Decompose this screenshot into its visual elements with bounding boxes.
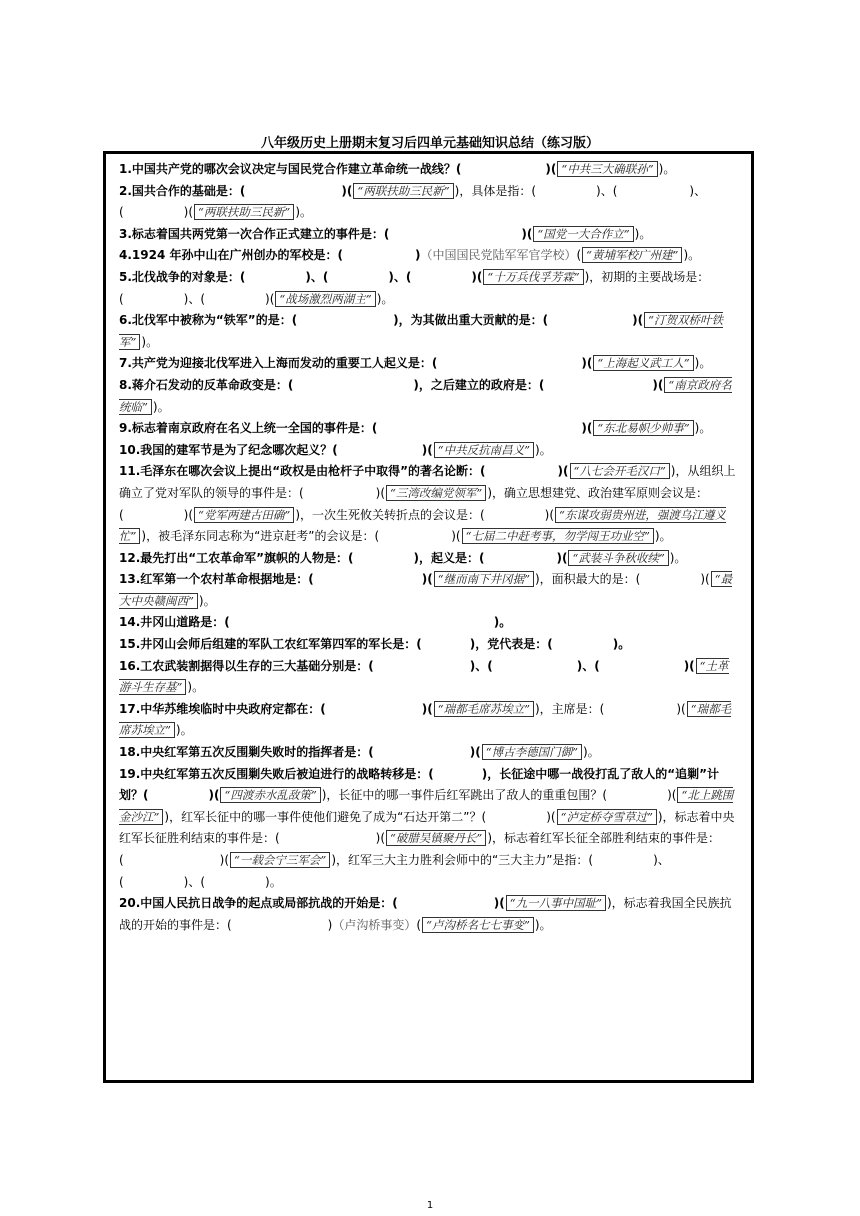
question-12 bbox=[119, 548, 739, 570]
question-text-tail: )。 bbox=[175, 723, 193, 738]
mnemonic-hint: “瑞都毛席苏埃立” bbox=[434, 701, 534, 717]
question-9 bbox=[119, 418, 739, 440]
question-17 bbox=[119, 699, 739, 742]
question-number: 5. bbox=[119, 269, 132, 284]
question-text: 中央红军第五次反围剿失败后被迫进行的战略转移是：( )，长征途中哪一战役打乱了敌人的“追剿”计划？( )( bbox=[119, 766, 720, 803]
question-6 bbox=[119, 310, 739, 353]
question-7 bbox=[119, 353, 739, 375]
mnemonic-hint: “泸定桥夺雪草过” bbox=[557, 809, 657, 825]
question-number: 1. bbox=[119, 162, 132, 176]
question-text-tail: )，主席是：( )( bbox=[535, 701, 686, 716]
question-text-tail: )，具体是指：( )、( )、( )( bbox=[119, 183, 707, 220]
answer-note: （中国国民党陆军军官学校） bbox=[420, 248, 577, 263]
mnemonic-hint: “武装斗争秋收续” bbox=[568, 550, 668, 566]
question-number: 6. bbox=[119, 313, 132, 328]
question-text: 中华苏维埃临时中央政府定都在：( )( bbox=[140, 701, 433, 716]
mnemonic-hint: “两联扶助三民新” bbox=[353, 183, 453, 199]
question-14 bbox=[119, 612, 739, 634]
question-19 bbox=[119, 764, 739, 894]
mnemonic-hint: “战场激烈两湖主” bbox=[275, 291, 375, 307]
answer-note: （卢沟桥事变） bbox=[332, 917, 417, 932]
question-text: 北伐军中被称为“铁军”的是：( )，为其做出重大贡献的是：( )( bbox=[131, 313, 644, 328]
question-number: 3. bbox=[119, 226, 132, 241]
question-number: 11. bbox=[119, 464, 141, 479]
question-text-tail: )。 bbox=[694, 421, 712, 436]
page-number: 1 bbox=[426, 1200, 434, 1211]
question-list bbox=[119, 159, 739, 936]
mnemonic-hint: “十万兵伐孚芳霖” bbox=[483, 269, 583, 285]
question-text: 井冈山道路是：( )。 bbox=[140, 615, 512, 630]
question-text: 毛泽东在哪次会议上提出“政权是由枪杆子中取得”的著名论断：( )( bbox=[140, 464, 569, 479]
question-18 bbox=[119, 742, 739, 764]
question-text-tail: )。 bbox=[376, 291, 394, 306]
mnemonic-hint: “瑞都毛席苏埃立” bbox=[119, 701, 732, 738]
question-4 bbox=[119, 245, 739, 267]
mnemonic-hint: “一载会宁三军会” bbox=[230, 852, 330, 868]
question-text: ( bbox=[416, 917, 422, 932]
question-number: 19. bbox=[119, 766, 141, 781]
question-text: 北伐战争的对象是：( )、( )、( )( bbox=[131, 269, 483, 284]
question-16 bbox=[119, 656, 739, 699]
question-20 bbox=[119, 893, 739, 936]
question-5 bbox=[119, 267, 739, 310]
question-text-tail: )，红军三大主力胜利会师中的“三大主力”是指：( )、( )、( )。 bbox=[119, 853, 670, 889]
question-number: 17. bbox=[119, 701, 141, 716]
mnemonic-hint: “汀贺双桥叶铁军” bbox=[119, 313, 724, 349]
mnemonic-hint: “博古李德国门御” bbox=[482, 744, 582, 760]
question-text-tail: )。 bbox=[534, 917, 552, 932]
mnemonic-hint: “九一八事中国耻” bbox=[506, 895, 606, 911]
question-text-tail: )，初期的主要战场是：( )、( )( bbox=[119, 269, 710, 306]
question-number: 7. bbox=[119, 356, 132, 371]
question-text: 标志着国共两党第一次合作正式建立的事件是：( )( bbox=[131, 226, 533, 241]
mnemonic-hint: “中共三大确联孙” bbox=[557, 161, 657, 177]
question-text: 最先打出“工农革命军”旗帜的人物是：( )，起义是：( )( bbox=[140, 550, 568, 565]
question-text-tail: )。 bbox=[198, 593, 216, 608]
mnemonic-hint: “北上跳围金沙江” bbox=[119, 788, 734, 824]
mnemonic-hint: “东北易帜少帅事” bbox=[593, 420, 693, 436]
question-13 bbox=[119, 569, 739, 612]
question-text-tail: )，从组织上确立了党对军队的领导的事件是：( )( bbox=[119, 464, 736, 500]
question-text-tail: )。 bbox=[535, 442, 552, 457]
mnemonic-hint: “八七会开毛汉口” bbox=[570, 463, 670, 479]
question-number: 4. bbox=[119, 248, 132, 263]
mnemonic-hint: “破腊吴镇聚丹长” bbox=[386, 830, 486, 846]
mnemonic-hint: “国党一大合作立” bbox=[533, 226, 633, 242]
question-text-tail: )。 bbox=[295, 205, 312, 220]
question-text-tail: )，长征中的哪一事件后红军跳出了敌人的重重包围？( )( bbox=[321, 788, 677, 803]
question-number: 8. bbox=[119, 377, 132, 392]
question-text-tail: )。 bbox=[669, 550, 687, 565]
question-number: 13. bbox=[119, 572, 141, 587]
question-text-tail: )。 bbox=[654, 529, 672, 544]
question-text: 蒋介石发动的反革命政变是：( )，之后建立的政府是：( )( bbox=[131, 377, 664, 392]
question-text-tail: )，标志着红军长征全部胜利结束的事件是：( )( bbox=[119, 831, 720, 867]
question-text-tail: )。 bbox=[152, 399, 170, 414]
question-15 bbox=[119, 634, 739, 656]
question-text-tail: )，红军长征中的哪一事件使他们避免了成为“石达开第二”？( )( bbox=[164, 809, 556, 824]
mnemonic-hint: “最大中央赣闽西” bbox=[119, 572, 733, 608]
mnemonic-hint: “七届二中赶考事，勿学闯王功业空” bbox=[462, 528, 654, 544]
question-text-tail: )。 bbox=[694, 356, 712, 371]
question-number: 2. bbox=[119, 183, 132, 198]
question-box bbox=[103, 151, 754, 1083]
mnemonic-hint: “黄埔军校广州建” bbox=[582, 247, 682, 263]
mnemonic-hint: “中共反抗南昌义” bbox=[434, 442, 534, 458]
question-text: 1924 年孙中山在广州创办的军校是：( ) bbox=[131, 248, 421, 263]
question-text-tail: )，标志着中央红军长征胜利结束的事件是：( )( bbox=[119, 809, 735, 846]
question-text-tail: )，标志着我国全民族抗战的开始的事件是：( ) bbox=[119, 896, 732, 932]
question-text-tail: )。 bbox=[187, 680, 205, 695]
question-text: 中国共产党的哪次会议决定与国民党合作建立革命统一战线？( )( bbox=[131, 162, 557, 176]
question-text: 标志着南京政府在名义上统一全国的事件是：( )( bbox=[131, 421, 593, 436]
question-text-tail: )，一次生死攸关转折点的会议是：( )( bbox=[295, 507, 555, 522]
mnemonic-hint: “卢沟桥名七七事变” bbox=[422, 917, 534, 933]
question-number: 15. bbox=[119, 637, 141, 652]
mnemonic-hint: “三湾改编党领军” bbox=[386, 485, 486, 501]
question-text: 中国人民抗日战争的起点或局部抗战的开始是：( )( bbox=[140, 896, 505, 911]
question-1 bbox=[119, 159, 739, 181]
mnemonic-hint: “继而南下井冈据” bbox=[434, 571, 534, 587]
question-text: 国共合作的基础是：( )( bbox=[131, 183, 353, 198]
question-number: 14. bbox=[119, 615, 141, 630]
question-text-tail: )。 bbox=[658, 162, 676, 176]
page-title: 八年级历史上册期末复习后四单元基础知识总结（练习版） bbox=[260, 136, 599, 151]
mnemonic-hint: “东谋攻弱贵州进，强渡乌江遵义忙” bbox=[119, 507, 726, 544]
question-text: 共产党为迎接北伐军进入上海而发动的重要工人起义是：( )( bbox=[131, 356, 593, 371]
question-3 bbox=[119, 224, 739, 246]
mnemonic-hint: “四渡赤水乱敌策” bbox=[220, 787, 320, 803]
question-text-tail: )，被毛泽东同志称为“进京赶考”的会议是：( )( bbox=[141, 529, 461, 544]
question-text: 工农武装割据得以生存的三大基础分别是：( )、( )、( )( bbox=[140, 658, 695, 673]
question-text: ( bbox=[576, 248, 582, 263]
question-text: 红军第一个农村革命根据地是：( )( bbox=[140, 572, 433, 587]
question-text-tail: )，确立思想建党、政治建军原则会议是：( )( bbox=[119, 485, 708, 522]
mnemonic-hint: “南京政府名统临” bbox=[119, 377, 732, 414]
question-number: 18. bbox=[119, 745, 141, 760]
question-text-tail: )。 bbox=[141, 334, 159, 349]
question-number: 12. bbox=[119, 550, 141, 565]
question-number: 20. bbox=[119, 896, 141, 911]
mnemonic-hint: “党军两建古田确” bbox=[194, 507, 294, 523]
question-text: 中央红军第五次反围剿失败时的指挥者是：( )( bbox=[140, 745, 481, 760]
mnemonic-hint: “两联扶助三民新” bbox=[194, 204, 294, 220]
question-number: 16. bbox=[119, 658, 141, 673]
question-8 bbox=[119, 375, 739, 418]
question-text-tail: )。 bbox=[683, 248, 701, 263]
question-number: 9. bbox=[119, 421, 132, 436]
question-number: 10. bbox=[119, 442, 141, 457]
question-11 bbox=[119, 461, 739, 547]
question-text-tail: )。 bbox=[634, 226, 652, 241]
question-2 bbox=[119, 181, 739, 224]
question-text-tail: )，面积最大的是：( )( bbox=[535, 572, 710, 587]
question-10 bbox=[119, 440, 739, 462]
question-text: 我国的建军节是为了纪念哪次起义？( )( bbox=[140, 442, 433, 457]
question-text-tail: )。 bbox=[583, 745, 600, 760]
mnemonic-hint: “上海起义武工人” bbox=[593, 355, 693, 371]
mnemonic-hint: “土革游斗生存基” bbox=[119, 658, 729, 695]
question-text: 井冈山会师后组建的军队工农红军第四军的军长是：( )，党代表是：( )。 bbox=[140, 637, 631, 652]
